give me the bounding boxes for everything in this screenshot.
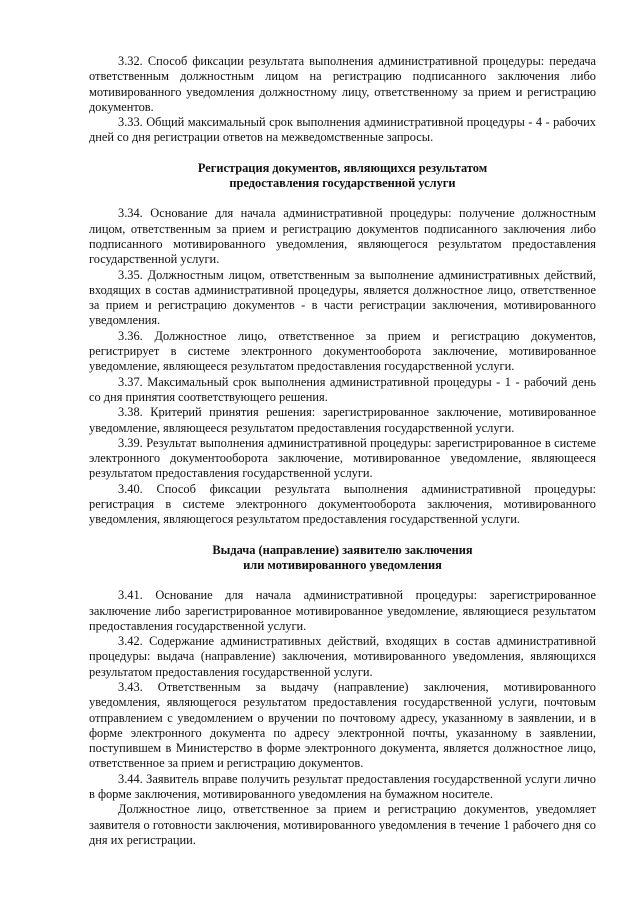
section-heading-issuance	[89, 543, 596, 574]
paragraph-3-34: 3.34. Основание для начала административной процедуры: получение должностным лицом, ответственным за прием и регистрацию документов подписанного заключения либо подписанного мотивированного уведомления, являющегося результатом предоставления государственной услуги.	[89, 206, 596, 267]
heading-line: или мотивированного уведомления	[243, 557, 442, 572]
paragraph-3-43: 3.43. Ответственным за выдачу (направление) заключения, мотивированного уведомления, являющегося результатом предоставления государственной услуги, почтовым отправлением с уведомлением о вручении по почтовому адресу, указанному в заявлении, и в форме электронного документа по адресу электронной почты, указанному в заявлении, поступившем в Министерство в форме электронного документа, является должностное лицо, ответственное за прием и регистрацию документов.	[89, 679, 596, 771]
paragraph-3-40: 3.40. Способ фиксации результата выполнения административной процедуры: регистрация в системе электронного документооборота заключения, мотивированного уведомления, являющегося результатом предоставления государственной услуги.	[89, 481, 596, 527]
paragraph-3-38: 3.38. Критерий принятия решения: зарегистрированное заключение, мотивированное уведомление, являющееся результатом предоставления государственной услуги.	[89, 405, 596, 435]
paragraph-notification: Должностное лицо, ответственное за прием и регистрацию документов, уведомляет заявителя о готовности заключения, мотивированного уведомления в течение 1 рабочего дня со дня их регистрации.	[89, 802, 596, 847]
paragraph-3-35: 3.35. Должностным лицом, ответственным за выполнение административных действий, входящих в состав административной процедуры, является должностное лицо, ответственное за прием и регистрацию документов - в части регистрации заключения, мотивированного уведомления.	[89, 267, 596, 328]
paragraph-3-39: 3.39. Результат выполнения административной процедуры: зарегистрированное в системе электронного документооборота заключение, мотивированное уведомление, являющееся результатом предоставления государственной услуги.	[89, 435, 596, 481]
paragraph-3-44: 3.44. Заявитель вправе получить результат предоставления государственной услуги лично в форме заключения, мотивированного уведомления на бумажном носителе.	[89, 771, 596, 802]
heading-line: Выдача (направление) заявителю заключения	[212, 542, 473, 557]
paragraph-3-32: 3.32. Способ фиксации результата выполнения административной процедуры: передача ответственным должностным лицом на регистрацию подписанного заключения либо мотивированного уведомления должностному лицу, ответственному за прием и регистрацию документов.	[89, 54, 596, 114]
paragraph-3-41: 3.41. Основание для начала административной процедуры: зарегистрированное заключение либо зарегистрированное мотивированное уведомление, являющиеся результатом предоставления государственной услуги.	[89, 588, 596, 633]
heading-line: предоставления государственной услуги	[229, 176, 456, 191]
heading-line: Регистрация документов, являющихся результатом	[197, 160, 488, 175]
paragraph-3-42: 3.42. Содержание административных действий, входящих в состав административной процедуры: выдача (направление) заключения, мотивированного уведомления, являющихся результатом предоставления государственной услуги.	[89, 634, 596, 679]
paragraph-3-37: 3.37. Максимальный срок выполнения административной процедуры - 1 - рабочий день со дня принятия соответствующего решения.	[89, 374, 596, 404]
paragraph-3-36: 3.36. Должностное лицо, ответственное за прием и регистрацию документов, регистрирует в системе электронного документооборота заключение, мотивированное уведомление, являющееся результатом предоставления государственной услуги.	[89, 328, 596, 374]
section-heading-registration	[89, 161, 596, 192]
paragraph-3-33: 3.33. Общий максимальный срок выполнения административной процедуры - 4 - рабочих дней со дня регистрации ответов на межведомственные запросы.	[89, 115, 596, 145]
